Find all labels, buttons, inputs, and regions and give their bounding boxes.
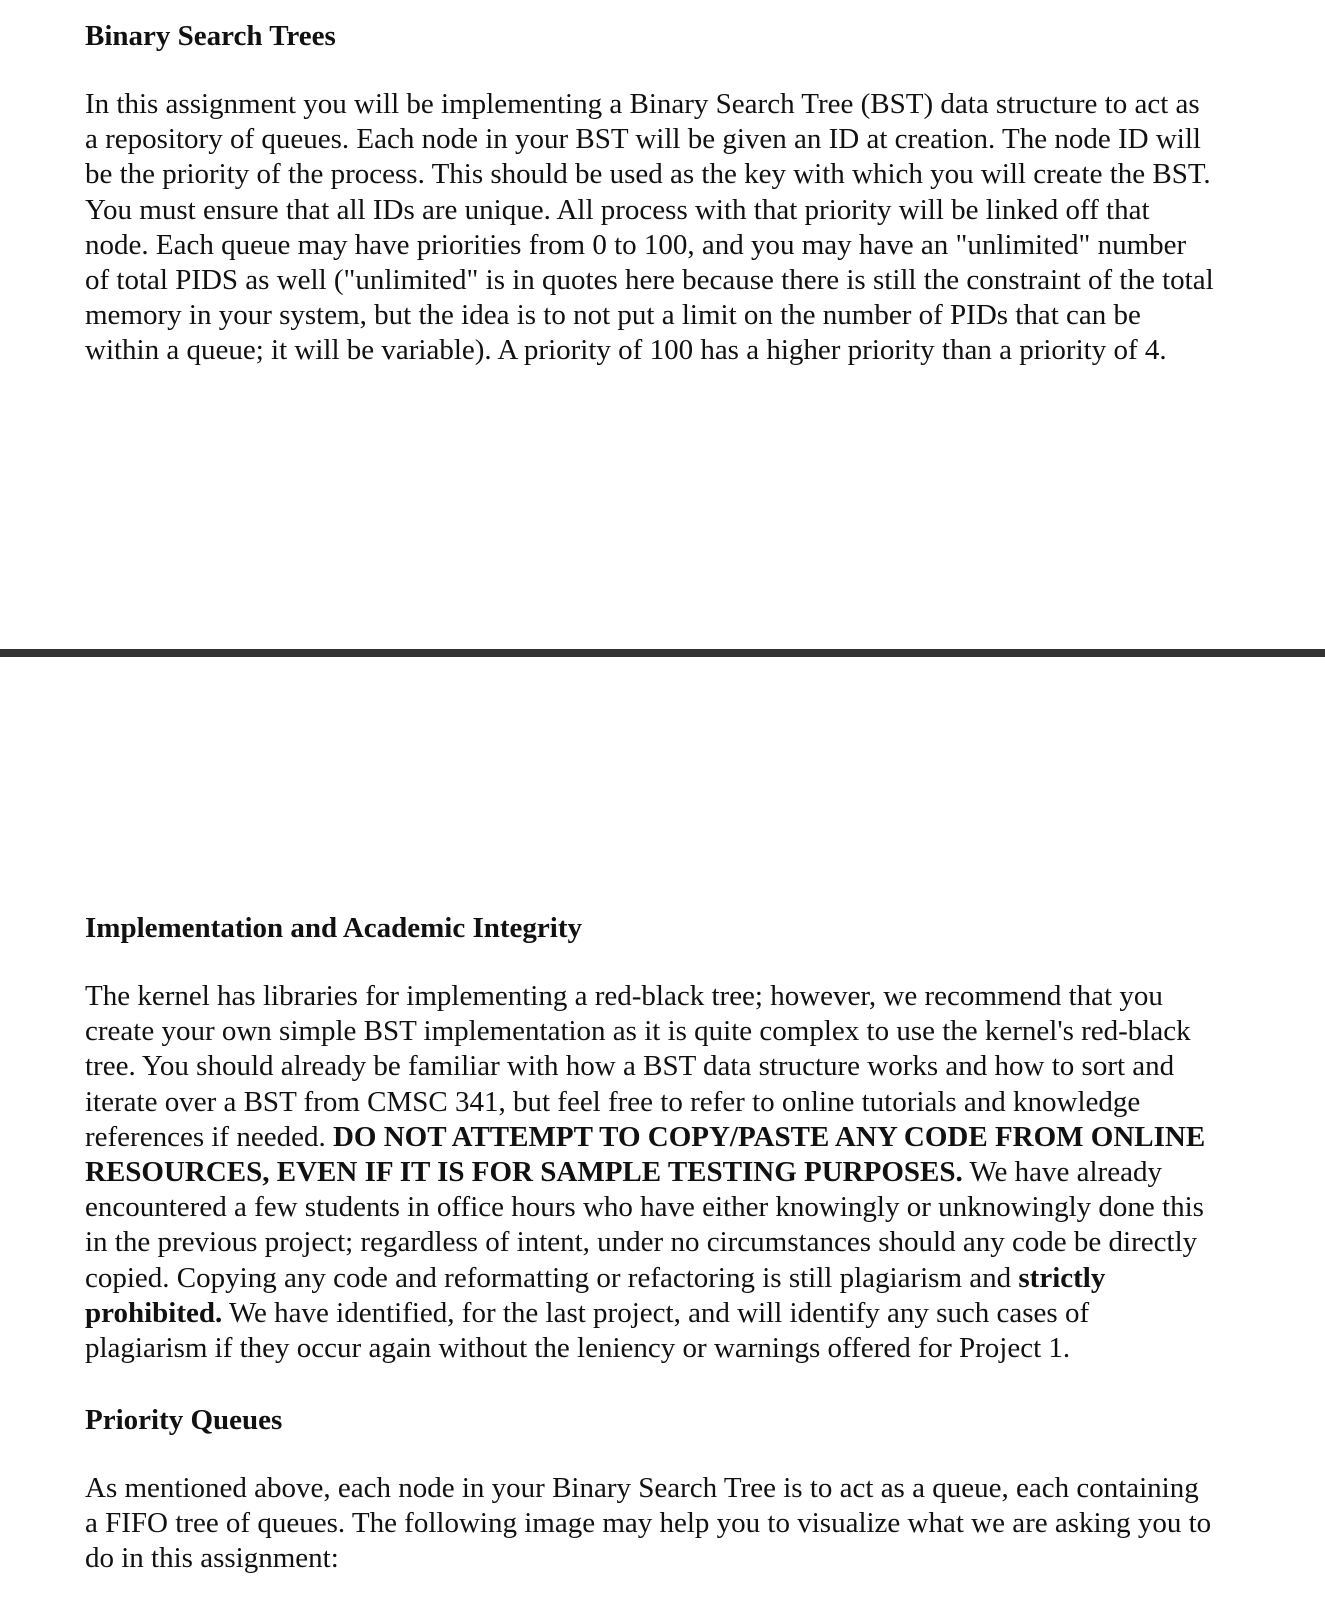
paragraph-line: node. Each queue may have priorities from 0 to 100, and you may have an "unlimited" number xyxy=(85,228,1187,261)
paragraph-line: memory in your system, but the idea is to not put a limit on the number of PIDs that can be xyxy=(85,299,1141,332)
prohibited-emphasis: prohibited. xyxy=(85,1296,223,1329)
paragraph-line: a repository of queues. Each node in your BST will be given an ID at creation. The node ID will xyxy=(85,123,1201,156)
integrity-warning-bold: DO NOT ATTEMPT TO COPY/PASTE ANY CODE FROM ONLINE xyxy=(332,1120,1206,1153)
section-title-implementation-integrity: Implementation and Academic Integrity xyxy=(85,912,582,944)
paragraph-line: The kernel has libraries for implementing a red-black tree; however, we recommend that you xyxy=(85,980,1163,1012)
paragraph-text: references if needed. xyxy=(85,1120,333,1153)
paragraph-bst-intro xyxy=(85,87,1325,369)
paragraph-line xyxy=(85,1155,1325,1190)
paragraph-line: iterate over a BST from CMSC 341, but feel free to refer to online tutorials and knowledge xyxy=(85,1085,1141,1118)
paragraph-text: We have identified, for the last project, and will identify any such cases of xyxy=(222,1296,1090,1329)
paragraph-line: In this assignment you will be implementing a Binary Search Tree (BST) data structure to act as xyxy=(85,88,1200,120)
paragraph-line xyxy=(85,1120,1325,1155)
integrity-warning-bold: RESOURCES, EVEN IF IT IS FOR SAMPLE TESTING PURPOSES. xyxy=(85,1156,963,1189)
document-page-top xyxy=(0,0,1325,649)
paragraph-academic-integrity xyxy=(85,979,1325,1366)
section-title-priority-queues: Priority Queues xyxy=(85,1404,283,1436)
paragraph-text: copied. Copying any code and reformatting or refactoring is still plagiarism and xyxy=(85,1261,1019,1294)
paragraph-line: a FIFO tree of queues. The following image may help you to visualize what we are asking you to xyxy=(85,1507,1212,1540)
page-break-divider xyxy=(0,649,1325,657)
paragraph-line: encountered a few students in office hours who have either knowingly or unknowingly done this xyxy=(85,1191,1204,1224)
paragraph-line: tree. You should already be familiar with how a BST data structure works and how to sort and xyxy=(85,1050,1175,1083)
paragraph-line: in the previous project; regardless of intent, under no circumstances should any code be directly xyxy=(85,1226,1198,1259)
paragraph-line: As mentioned above, each node in your Binary Search Tree is to act as a queue, each containing xyxy=(85,1472,1199,1504)
paragraph-line: plagiarism if they occur again without the leniency or warnings offered for Project 1. xyxy=(85,1332,1071,1365)
paragraph-line xyxy=(85,1296,1325,1331)
paragraph-line xyxy=(85,1261,1325,1296)
paragraph-line: You must ensure that all IDs are unique. All process with that priority will be linked off that xyxy=(85,193,1150,226)
paragraph-line: do in this assignment: xyxy=(85,1542,339,1575)
paragraph-priority-queues xyxy=(85,1471,1325,1577)
document-page-bottom xyxy=(0,657,1325,1613)
paragraph-text: We have already xyxy=(962,1156,1162,1189)
section-title-binary-search-trees: Binary Search Trees xyxy=(85,20,336,52)
paragraph-line: of total PIDS as well ("unlimited" is in quotes here because there is still the constraint of the total xyxy=(85,264,1214,297)
paragraph-line: be the priority of the process. This should be used as the key with which you will create the BST. xyxy=(85,158,1211,191)
strictly-emphasis: strictly xyxy=(1018,1261,1106,1294)
paragraph-line: within a queue; it will be variable). A priority of 100 has a higher priority than a priority of 4. xyxy=(85,334,1167,367)
paragraph-line: create your own simple BST implementation as it is quite complex to use the kernel's red-black xyxy=(85,1015,1191,1048)
